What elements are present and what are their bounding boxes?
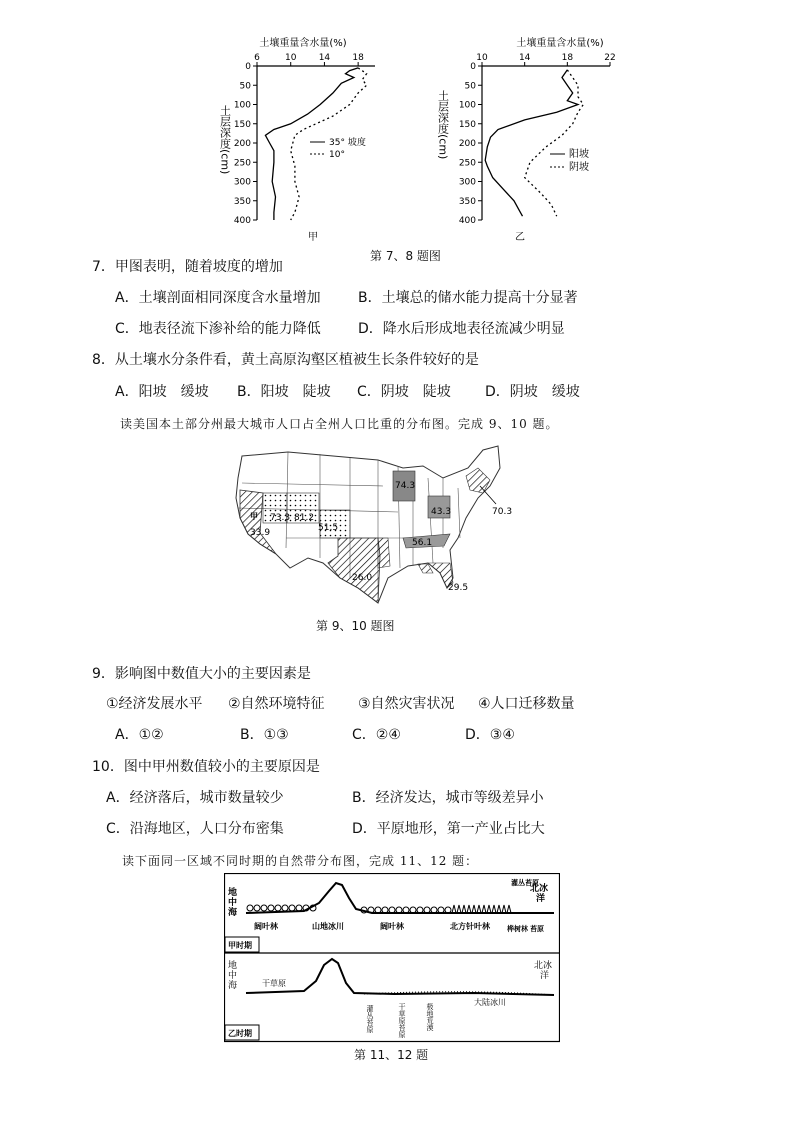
map-intro: 读美国本土部分州最大城市人口占全州人口比重的分布图。完成 9、10 题。 xyxy=(120,417,559,431)
q8-option-b[interactable]: B．阳坡 陡坡 xyxy=(237,384,331,400)
chart2-y-label: 土层深度(cm) xyxy=(436,90,450,160)
value-33-9: 33.9 xyxy=(250,528,271,538)
figure-7-8-caption: 第 7、8 题图 xyxy=(370,249,441,263)
q9-stem: 9．影响图中数值大小的主要因素是 xyxy=(92,666,311,682)
legend2-solid-label: 阳坡 xyxy=(569,149,589,160)
q9-item-1: ①经济发展水平 xyxy=(106,696,203,712)
value-70-3: 70.3 xyxy=(492,507,513,517)
figure-9-10-caption: 第 9、10 题图 xyxy=(316,619,395,633)
chart1-y-tick-label: 350 xyxy=(233,196,251,207)
q9-item-4: ④人口迁移数量 xyxy=(478,696,575,712)
chart2-title: 土壤重量含水量(%) xyxy=(516,38,604,49)
yi-bottom-label-0: 灌丛苔原 xyxy=(366,1005,374,1033)
zone-intro: 读下面同一区域不同时期的自然带分布图，完成 11、12 题： xyxy=(122,854,479,868)
yi-left-sea-2: 中 xyxy=(228,971,238,981)
yi-period-label: 乙时期 xyxy=(228,1029,252,1038)
natural-zones-figure xyxy=(224,873,560,1043)
chart2-x-tick-label: 14 xyxy=(518,53,531,63)
chart2-y-tick-label: 150 xyxy=(458,119,476,130)
value-26-0: 26.0 xyxy=(352,573,373,583)
legend1-dotted-label: 10° xyxy=(329,150,345,160)
q10-option-b[interactable]: B．经济发达，城市等级差异小 xyxy=(352,790,544,806)
q9-option-d[interactable]: D．③④ xyxy=(465,727,515,743)
chart1-y-label: 土层深度(cm) xyxy=(218,105,232,175)
q8-option-d[interactable]: D．阴坡 缓坡 xyxy=(485,384,580,400)
chart1-x-tick-label: 10 xyxy=(284,53,297,63)
chart2-series-solid-line xyxy=(485,70,578,216)
chart1-x-tick-label: 6 xyxy=(254,53,260,63)
q7-option-d[interactable]: D．降水后形成地表径流减少明显 xyxy=(358,321,565,337)
jia-period-label: 甲时期 xyxy=(228,941,252,950)
us-state-map xyxy=(228,438,528,608)
chart1-y-tick-label: 400 xyxy=(233,216,251,226)
chart2-y-tick-label: 250 xyxy=(458,158,476,169)
chart2-x-tick-label: 22 xyxy=(604,53,616,63)
jia-label-2: 阔叶林 xyxy=(380,922,404,931)
value-73-3: 73.3 xyxy=(270,513,291,523)
value-43-3: 43.3 xyxy=(431,507,452,517)
chart2-series xyxy=(485,70,583,216)
yi-bottom-label-1: 干草原苔原 xyxy=(398,1003,406,1038)
chart1-y-tick-label: 300 xyxy=(233,177,251,188)
chart2-y-tick-label: 300 xyxy=(458,177,476,188)
q8-stem: 8．从土壤水分条件看，黄土高原沟壑区植被生长条件较好的是 xyxy=(92,352,479,368)
q9-item-2: ②自然环境特征 xyxy=(228,696,325,712)
chart2-y-tick-label: 50 xyxy=(464,81,476,92)
yi-right-sea-2: 洋 xyxy=(540,971,550,981)
chart1-x-tick-label: 14 xyxy=(318,53,331,63)
q8-option-a[interactable]: A．阳坡 缓坡 xyxy=(115,384,209,400)
chart2-panel-label: 乙 xyxy=(515,232,525,243)
q9-option-b[interactable]: B．①③ xyxy=(240,727,289,743)
q9-option-a[interactable]: A．①② xyxy=(115,727,164,743)
jia-right-sea-2: 洋 xyxy=(536,894,546,904)
chart2-y-tick-label: 350 xyxy=(458,196,476,207)
jia-label-1: 山地冰川 xyxy=(312,922,344,931)
chart2-series-dotted-line xyxy=(525,70,584,216)
jia-label-5: 苔原 xyxy=(530,925,544,933)
yi-left-sea-1: 地 xyxy=(228,961,238,971)
value-51-5: 51.5 xyxy=(318,523,339,533)
chart1-y-tick-label: 0 xyxy=(245,62,251,72)
chart1-y-tick-label: 150 xyxy=(233,119,251,130)
state-jia-label: 甲 xyxy=(250,512,258,521)
jia-label-4: 桦树林 xyxy=(507,925,528,933)
chart1-y-tick-label: 250 xyxy=(233,158,251,169)
state-louisiana xyxy=(378,538,390,568)
chart1-y-tick-label: 100 xyxy=(233,100,251,111)
q10-option-c[interactable]: C．沿海地区，人口分布密集 xyxy=(106,821,284,837)
chart1-x-tick-label: 18 xyxy=(352,53,364,63)
value-29-5: 29.5 xyxy=(448,583,469,593)
q10-option-d[interactable]: D．平原地形，第一产业占比大 xyxy=(352,821,545,837)
q7-stem: 7．甲图表明，随着坡度的增加 xyxy=(92,259,283,275)
chart1-y-tick-label: 50 xyxy=(239,81,251,92)
chart2-x-tick-label: 10 xyxy=(476,53,488,63)
q10-option-a[interactable]: A．经济落后，城市数量较少 xyxy=(106,790,284,806)
jia-top-label: 灌丛苔原 xyxy=(511,879,539,887)
jia-left-sea-1: 地 xyxy=(228,888,238,898)
q7-option-b[interactable]: B．土壤总的储水能力提高十分显著 xyxy=(358,290,578,306)
jia-right-sea-1: 北冰 xyxy=(530,884,549,894)
chart2-x-tick-label: 18 xyxy=(561,53,574,63)
jia-left-sea-3: 海 xyxy=(228,908,238,918)
q8-option-c[interactable]: C．阴坡 陡坡 xyxy=(357,384,451,400)
q10-stem: 10．图中甲州数值较小的主要原因是 xyxy=(92,759,320,775)
q7-option-a[interactable]: A．土壤剖面相同深度含水量增加 xyxy=(115,290,321,306)
figure-11-12-caption: 第 11、12 题 xyxy=(354,1048,429,1062)
yi-left-sea-3: 海 xyxy=(228,981,238,991)
yi-label-0: 干草原 xyxy=(262,979,286,988)
q9-option-c[interactable]: C．②④ xyxy=(352,727,401,743)
legend1-solid-label: 35° 坡度 xyxy=(329,138,366,148)
zones-frame xyxy=(225,874,560,1042)
jia-label-0: 阔叶林 xyxy=(254,922,278,931)
value-81-2: 81.2 xyxy=(294,513,315,523)
q7-option-c[interactable]: C．地表径流下渗补给的能力降低 xyxy=(115,321,321,337)
value-56-1: 56.1 xyxy=(412,538,433,548)
chart2-y-tick-label: 200 xyxy=(458,139,476,149)
chart1-title: 土壤重量含水量(%) xyxy=(259,38,347,49)
chart1-y-tick-label: 200 xyxy=(233,139,251,149)
chart2-y-tick-label: 400 xyxy=(458,216,476,226)
jia-left-sea-2: 中 xyxy=(228,898,238,908)
chart1-panel-label: 甲 xyxy=(308,232,318,243)
chart2-y-tick-label: 100 xyxy=(458,100,476,111)
value-74-3: 74.3 xyxy=(395,481,416,491)
jia-label-3: 北方针叶林 xyxy=(450,922,490,931)
yi-label-1: 大陆冰川 xyxy=(474,998,506,1007)
soil-moisture-charts xyxy=(215,30,635,260)
yi-right-sea-1: 北冰 xyxy=(534,961,553,971)
q9-item-3: ③自然灾害状况 xyxy=(358,696,455,712)
chart2-y-tick-label: 0 xyxy=(470,62,476,72)
legend2-dotted-label: 阴坡 xyxy=(569,162,589,173)
yi-bottom-label-2: 极地荒漠 xyxy=(426,1003,434,1031)
